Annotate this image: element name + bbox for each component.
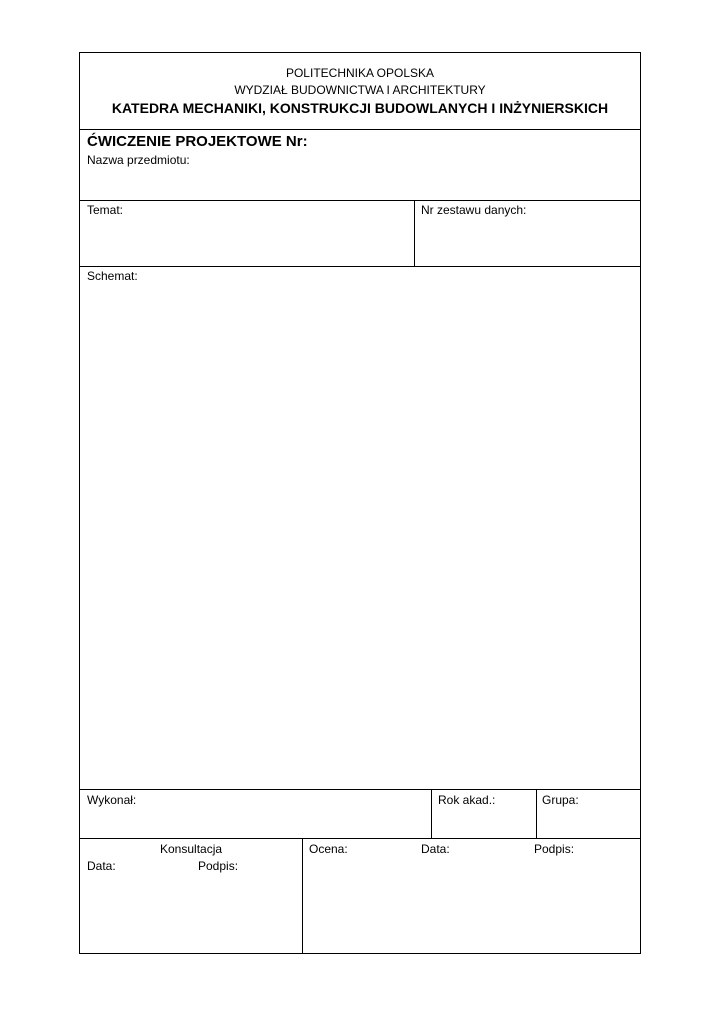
consultation-date-label: Data:: [87, 859, 116, 873]
topic-divider: [80, 266, 640, 267]
grading-date-label: Data:: [421, 842, 450, 856]
university-name: POLITECHNIKA OPOLSKA: [285, 66, 435, 80]
schema-label: Schemat:: [87, 269, 138, 283]
group-label: Grupa:: [542, 793, 579, 807]
topic-separator: [414, 200, 415, 266]
done-by-label: Wykonał:: [87, 793, 137, 807]
header-divider: [80, 129, 640, 130]
grade-label: Ocena:: [309, 842, 348, 856]
faculty-name: WYDZIAŁ BUDOWNICTWA I ARCHITEKTURY: [234, 83, 486, 97]
subject-name-label: Nazwa przedmiotu:: [87, 153, 190, 167]
department-name: KATEDRA MECHANIKI, KONSTRUKCJI BUDOWLANYCH I INŻYNIERSKICH: [111, 100, 609, 116]
consultation-title: Konsultacja: [160, 842, 223, 856]
academic-year-label: Rok akad.:: [438, 793, 496, 807]
author-divider: [80, 838, 640, 839]
topic-label: Temat:: [87, 203, 124, 217]
project-form: [79, 52, 641, 954]
consultation-separator: [302, 838, 303, 954]
schema-divider: [80, 789, 640, 790]
grading-signature-label: Podpis:: [534, 842, 575, 856]
exercise-divider: [80, 200, 640, 201]
consultation-signature-label: Podpis:: [198, 859, 239, 873]
dataset-number-label: Nr zestawu danych:: [421, 203, 527, 217]
exercise-title: ĆWICZENIE PROJEKTOWE Nr:: [87, 133, 308, 150]
author-separator-2: [536, 789, 537, 838]
author-separator-1: [431, 789, 432, 838]
